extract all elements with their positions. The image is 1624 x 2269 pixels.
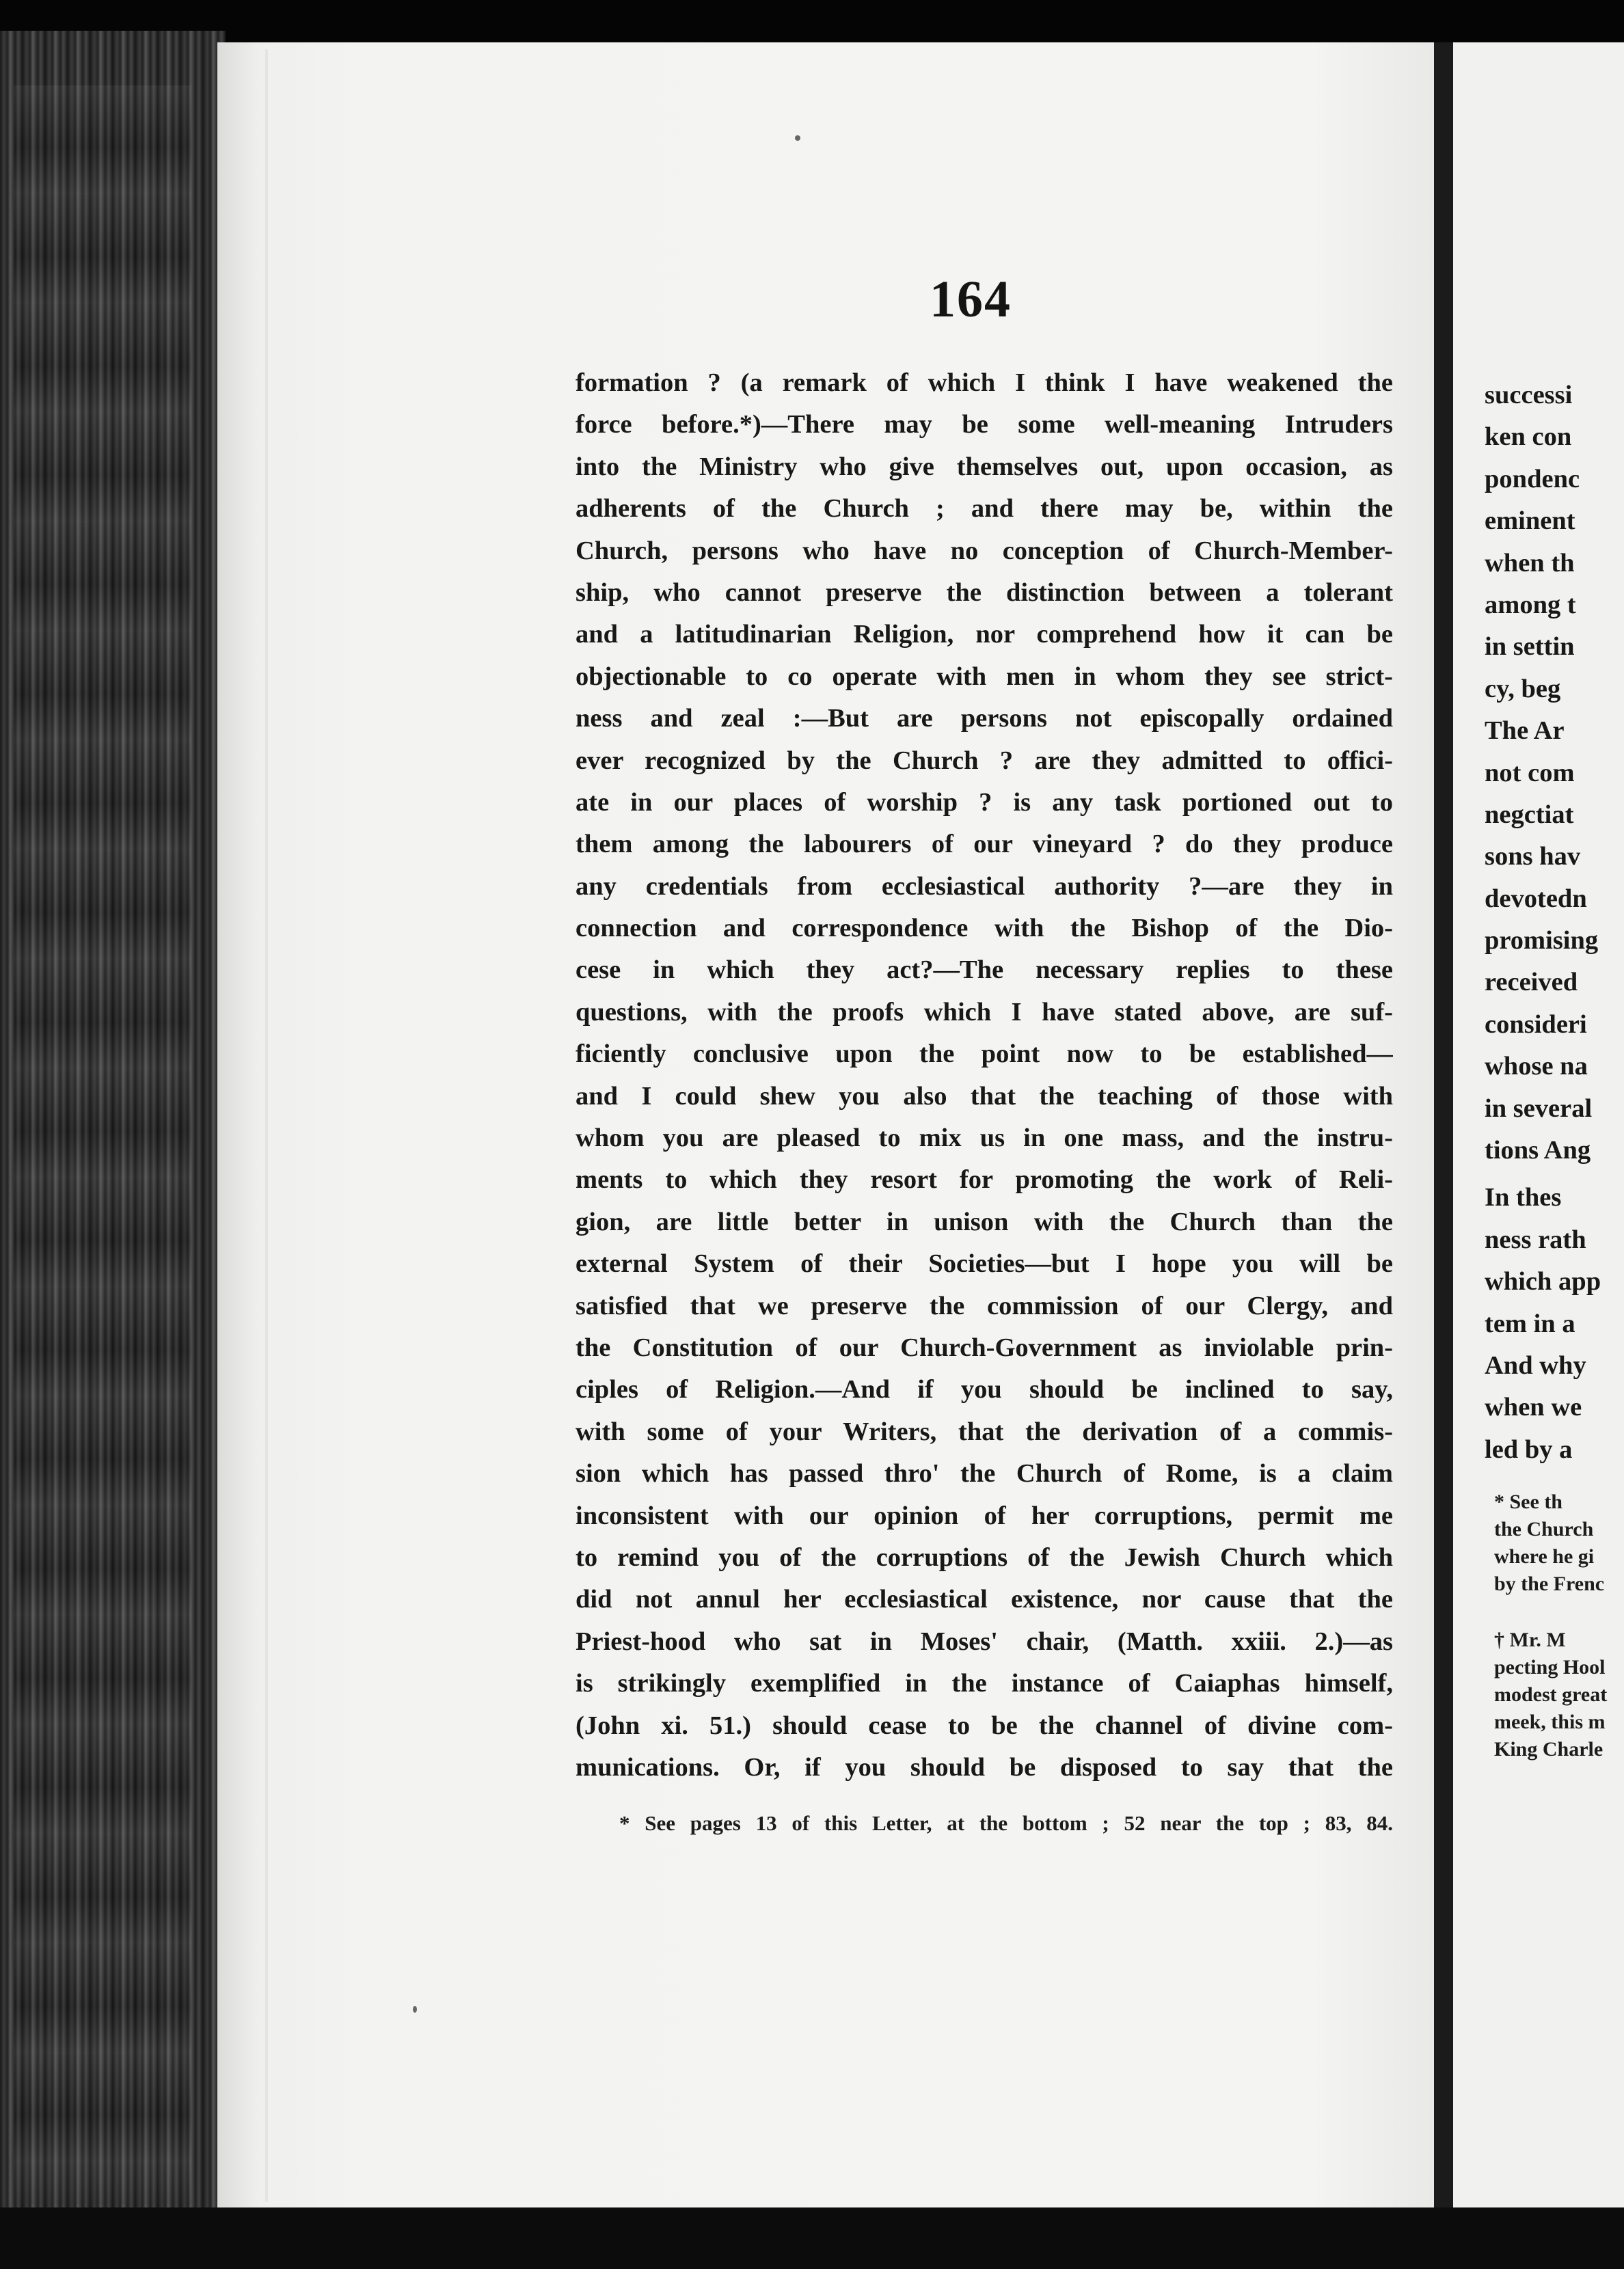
facing-text-line: which app bbox=[1485, 1267, 1601, 1296]
body-text bbox=[576, 362, 1393, 1789]
text-line: adherents of the Church ; and there may be, within the bbox=[576, 494, 1393, 524]
scan-bottom-shadow bbox=[0, 2207, 1624, 2269]
text-line: objectionable to co operate with men in whom they see strict- bbox=[576, 662, 1393, 691]
facing-text-line: ness rath bbox=[1485, 1225, 1586, 1254]
text-line: connection and correspondence with the Bishop of the Dio- bbox=[576, 914, 1393, 943]
text-line: (John xi. 51.) should cease to be the channel of divine com- bbox=[576, 1711, 1393, 1740]
text-line: ciples of Religion.—And if you should be inclined to say, bbox=[576, 1375, 1393, 1404]
facing-text-line: sons hav bbox=[1485, 842, 1581, 871]
text-line: external System of their Societies—but I hope you will be bbox=[576, 1249, 1393, 1279]
facing-note-line: meek, this m bbox=[1494, 1711, 1606, 1733]
facing-text-line: eminent bbox=[1485, 506, 1575, 536]
facing-text-line: among t bbox=[1485, 590, 1576, 619]
facing-text-line: And why bbox=[1485, 1350, 1586, 1380]
text-line: questions, with the proofs which I have stated above, are suf- bbox=[576, 997, 1393, 1027]
text-line: ness and zeal :—But are persons not episcopally ordained bbox=[576, 704, 1393, 733]
text-line: the Constitution of our Church-Government as inviolable prin- bbox=[576, 1333, 1393, 1362]
facing-text-line: cy, beg bbox=[1485, 674, 1561, 703]
text-line: did not annul her ecclesiastical existence, nor cause that the bbox=[576, 1585, 1393, 1614]
text-line: Priest-hood who sat in Moses' chair, (Matth. xxiii. 2.)—as bbox=[576, 1627, 1393, 1656]
text-line: ever recognized by the Church ? are they admitted to offici- bbox=[576, 746, 1393, 775]
facing-text-line: promising bbox=[1485, 926, 1599, 955]
facing-note-line: † Mr. M bbox=[1494, 1629, 1566, 1651]
facing-text-line: in several bbox=[1485, 1093, 1593, 1123]
text-line: inconsistent with our opinion of her corruptions, permit me bbox=[576, 1501, 1393, 1530]
facing-note-line: the Church bbox=[1494, 1518, 1594, 1540]
facing-text-line: The Ar bbox=[1485, 716, 1565, 746]
facing-text-line: devotedn bbox=[1485, 884, 1587, 913]
text-line: gion, are little better in unison with the Church than the bbox=[576, 1207, 1393, 1236]
text-line: sion which has passed thro' the Church of Rome, is a claim bbox=[576, 1459, 1393, 1489]
facing-note-line: pecting Hool bbox=[1494, 1656, 1606, 1679]
facing-text-line: successi bbox=[1485, 381, 1573, 409]
facing-note-line: * See th bbox=[1494, 1491, 1562, 1513]
facing-note-line: King Charle bbox=[1494, 1738, 1603, 1761]
text-line: ship, who cannot preserve the distinction between a tolerant bbox=[576, 578, 1393, 607]
text-line: is strikingly exemplified in the instance of Caiaphas himself, bbox=[576, 1669, 1393, 1698]
facing-text-line: received bbox=[1485, 968, 1578, 997]
facing-text-line: whose na bbox=[1485, 1052, 1588, 1081]
facing-text-line: when we bbox=[1485, 1393, 1582, 1422]
text-line: formation ? (a remark of which I think I have weakened the bbox=[576, 368, 1393, 397]
text-line: and I could shew you also that the teaching of those with bbox=[576, 1081, 1393, 1111]
facing-text-line: In thes bbox=[1485, 1183, 1562, 1212]
facing-text-line: not com bbox=[1485, 758, 1575, 787]
facing-note-line: where he gi bbox=[1494, 1545, 1595, 1568]
text-line: Church, persons who have no conception of Church-Member- bbox=[576, 536, 1393, 565]
facing-page-text bbox=[1485, 375, 1624, 1471]
text-line: ficiently conclusive upon the point now to be established— bbox=[576, 1040, 1393, 1069]
text-line: cese in which they act?—The necessary replies to these bbox=[576, 955, 1393, 985]
facing-text-line: tem in a bbox=[1485, 1309, 1575, 1338]
footnote: * See pages 13 of this Letter, at the bottom ; 52 near the top ; 83, 84. bbox=[619, 1811, 1393, 1835]
text-line: any credentials from ecclesiastical authority ?—are they in bbox=[576, 871, 1393, 901]
book-gutter bbox=[1434, 42, 1453, 2207]
text-line: to remind you of the corruptions of the Jewish Church which bbox=[576, 1543, 1393, 1572]
book-page-edges bbox=[0, 31, 226, 2269]
facing-text-line: consideri bbox=[1485, 1009, 1587, 1039]
facing-text-line: pondenc bbox=[1485, 464, 1580, 493]
text-line: munications. Or, if you should be disposed to say that the bbox=[576, 1752, 1393, 1782]
facing-note-line: by the Frenc bbox=[1494, 1573, 1605, 1595]
facing-text-line: led by a bbox=[1485, 1435, 1573, 1464]
ink-speck bbox=[795, 135, 800, 141]
text-line: ate in our places of worship ? is any task portioned out to bbox=[576, 787, 1393, 817]
facing-page-notes bbox=[1494, 1489, 1624, 1763]
ink-speck bbox=[413, 2006, 417, 2013]
page-fold-line bbox=[265, 49, 268, 2202]
facing-text-line: ken con bbox=[1485, 422, 1572, 452]
text-line: whom you are pleased to mix us in one mass, and the instru- bbox=[576, 1124, 1393, 1153]
text-line: satisfied that we preserve the commission of our Clergy, and bbox=[576, 1291, 1393, 1320]
facing-note-line: modest great bbox=[1494, 1683, 1608, 1706]
text-line: and a latitudinarian Religion, nor comprehend how it can be bbox=[576, 620, 1393, 649]
facing-text-line: in settin bbox=[1485, 632, 1575, 662]
text-line: with some of your Writers, that the derivation of a commis- bbox=[576, 1417, 1393, 1446]
text-line: them among the labourers of our vineyard ? do they produce bbox=[576, 830, 1393, 859]
text-line: into the Ministry who give themselves out, upon occasion, as bbox=[576, 452, 1393, 481]
facing-text-line: when th bbox=[1485, 548, 1575, 578]
text-line: ments to which they resort for promoting the work of Reli- bbox=[576, 1165, 1393, 1195]
text-line: force before.*)—There may be some well-meaning Intruders bbox=[576, 410, 1393, 439]
facing-text-line: tions Ang bbox=[1485, 1136, 1591, 1165]
page-number: 164 bbox=[930, 271, 1012, 328]
facing-text-line: negctiat bbox=[1485, 800, 1574, 829]
